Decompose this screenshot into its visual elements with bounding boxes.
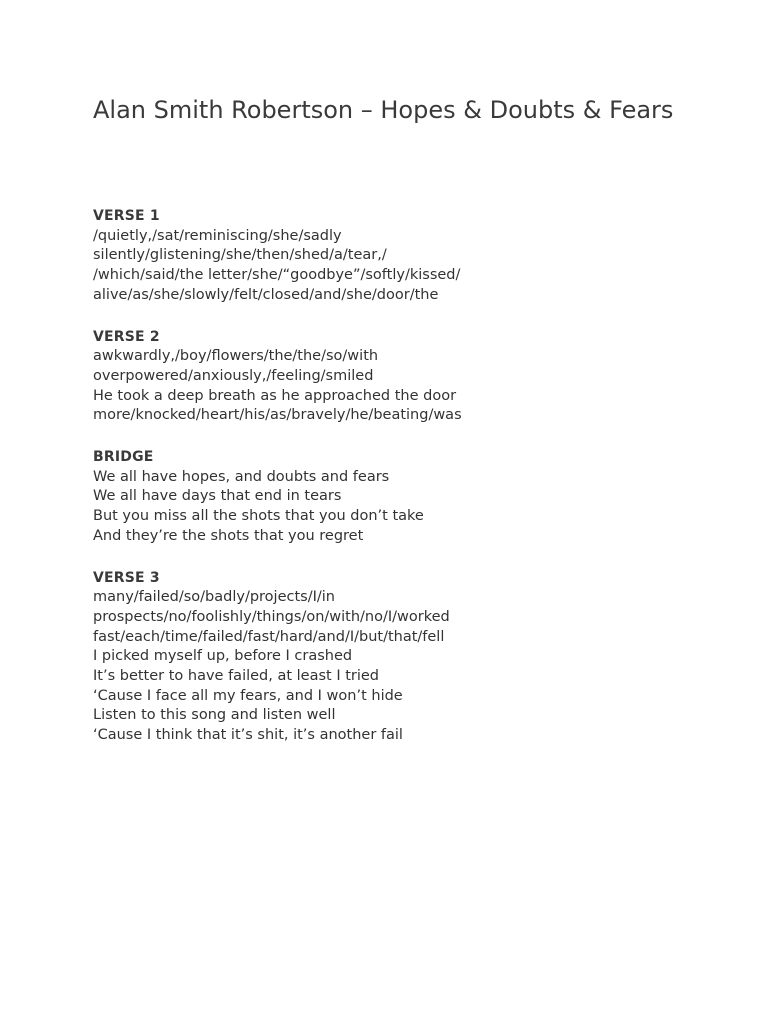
lyric-line: /which/said/the letter/she/“goodbye”/softly/kissed/ — [93, 267, 461, 284]
lyric-line: overpowered/anxiously,/feeling/smiled — [93, 367, 374, 384]
section-heading: VERSE 1 — [93, 208, 160, 224]
section-verse-2 — [93, 328, 713, 427]
section-heading: VERSE 2 — [93, 328, 160, 345]
lyric-line: more/knocked/heart/his/as/bravely/he/beating/was — [93, 407, 462, 424]
lyric-line: /quietly,/sat/reminiscing/she/sadly — [93, 227, 342, 244]
lyric-line: I picked myself up, before I crashed — [93, 648, 353, 665]
lyrics-body — [93, 207, 713, 768]
page-title: Alan Smith Robertson – Hopes & Doubts & Fears — [93, 96, 674, 124]
lyric-line: He took a deep breath as he approached the door — [93, 387, 457, 404]
lyric-line: alive/as/she/slowly/felt/closed/and/she/door/the — [93, 286, 439, 303]
section-heading: VERSE 3 — [93, 569, 160, 586]
lyric-line: silently/glistening/she/then/shed/a/tear,/ — [93, 247, 387, 264]
lyric-line: It’s better to have failed, at least I tried — [93, 668, 380, 685]
lyric-line: ‘Cause I face all my fears, and I won’t hide — [93, 687, 403, 704]
lyric-line: prospects/no/foolishly/things/on/with/no/I/worked — [93, 608, 450, 625]
lyric-line: Listen to this song and listen well — [93, 707, 336, 724]
lyric-line: awkwardly,/boy/flowers/the/the/so/with — [93, 348, 379, 365]
section-bridge — [93, 448, 713, 547]
section-heading: BRIDGE — [93, 449, 154, 466]
lyric-line: many/failed/so/badly/projects/I/in — [93, 589, 335, 606]
lyric-line: ‘Cause I think that it’s shit, it’s another fail — [93, 727, 403, 744]
lyric-line: We all have days that end in tears — [93, 488, 342, 505]
lyric-line: fast/each/time/failed/fast/hard/and/I/but/that/fell — [93, 628, 445, 645]
section-verse-3 — [93, 569, 713, 746]
lyric-line: But you miss all the shots that you don’t take — [93, 508, 424, 525]
lyric-line: And they’re the shots that you regret — [93, 527, 364, 544]
lyric-line: We all have hopes, and doubts and fears — [93, 468, 390, 485]
section-verse-1 — [93, 207, 713, 306]
